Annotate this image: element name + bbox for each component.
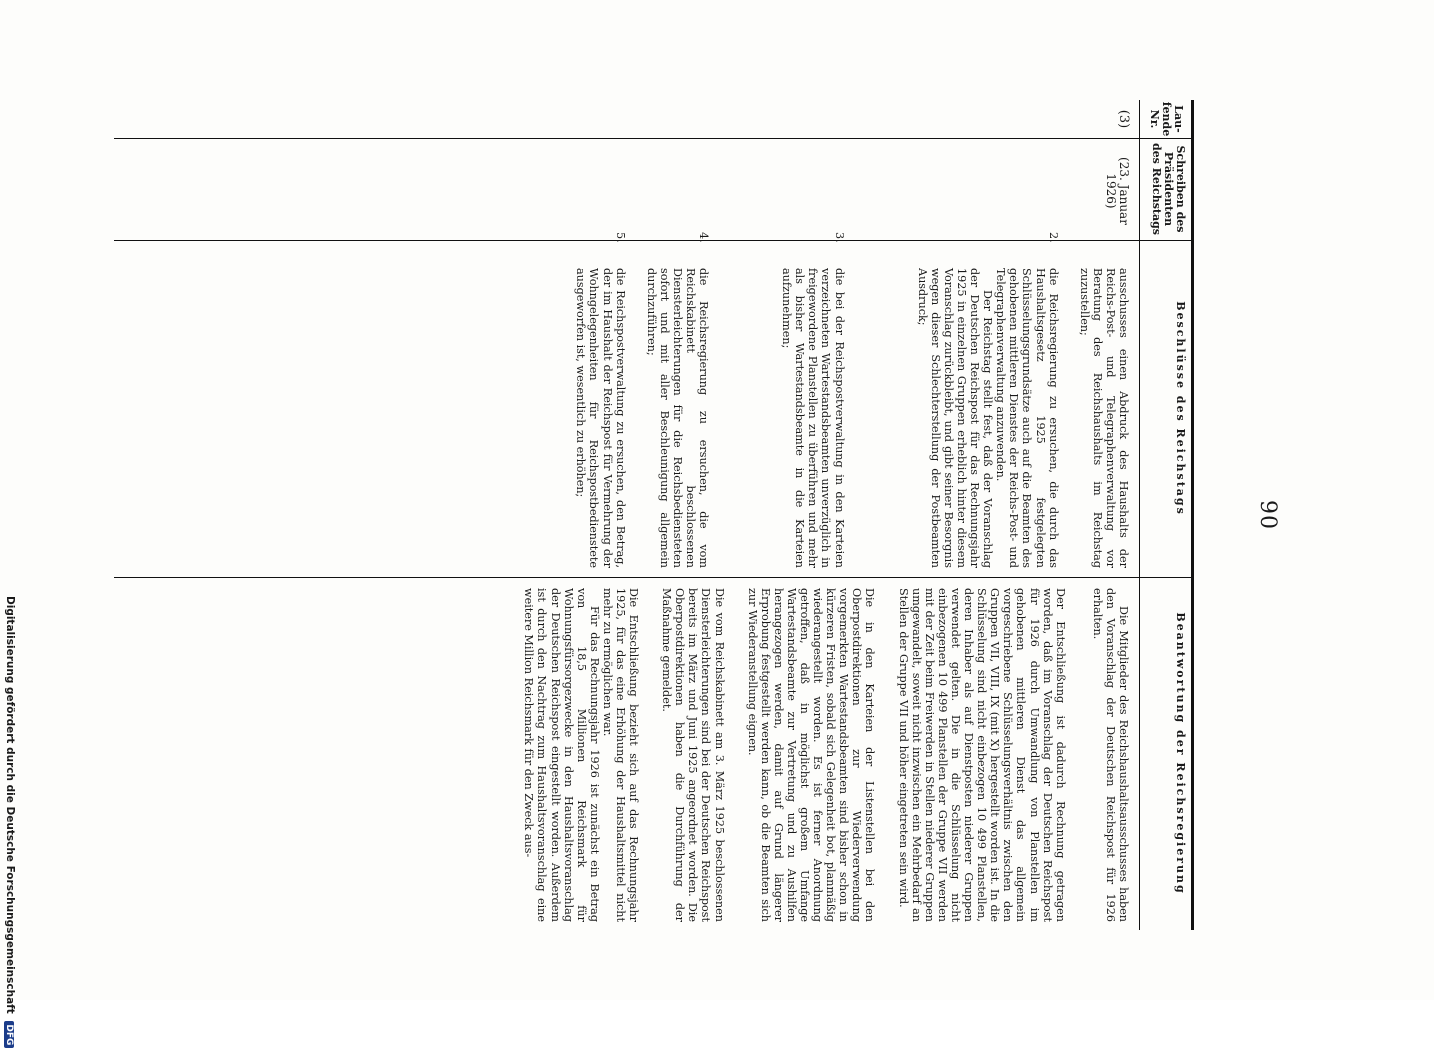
beschluss-intro: ausschusses einen Abdruck des Haushalts der Reichs-Post- und Telegraphenverwaltung vor Beratung des Reichshaushalts im Reichstag zuzustellen; bbox=[1077, 268, 1130, 568]
beantwortung-column bbox=[522, 588, 1130, 922]
header-lfd-nr: Lau-fende Nr. bbox=[1148, 101, 1185, 137]
header-schreiben: Schreiben des Präsidenten des Reichstags bbox=[1150, 142, 1187, 235]
rotated-sheet bbox=[105, 100, 1290, 930]
beschluesse-column bbox=[574, 232, 1130, 568]
antwort-paragraph-1: Die Mitglieder des Reichshaushaltsausschusses haben den Voranschlag der Deutschen Reichspost für 1926 erhalten. bbox=[1090, 588, 1130, 922]
beschluss-item-2: 2.die Reichsregierung zu ersuchen, die durch das Haushaltsgesetz 1925 festgelegten Schlüsselungsgrundsätze auch auf die Beamten des gehobenen mittleren Dienstes der Reichs-Post- und Telegraphenverwaltung anzuwenden. bbox=[994, 232, 1060, 568]
dfg-logo: DFG bbox=[4, 1021, 14, 1048]
page-number: 90 bbox=[1255, 500, 1280, 530]
beschluss-item-4: 4.die Reichsregierung zu ersuchen, die vom Reichskabinett beschlossenen Diensterleichterungen für die Reichsbediensteten sofort und mit aller Beschleunigung allgemein durchzuführen; bbox=[644, 232, 711, 568]
footer-text: Digitalisierung gefördert durch die Deutsche Forschungsgemeinschaft bbox=[4, 596, 16, 1014]
header-rule bbox=[1139, 100, 1140, 930]
antwort-paragraph-6: Für das Rechnungsjahr 1926 ist zunächst ein Betrag von 18,5 Millionen Reichsmark für Wohnungsfürsorgezwecke in den Haushaltsvoranschlag der Deutschen Reichspost eingestellt worden. Außerdem ist durch den Nachtrag zum Haushaltsvoranschlag eine weitere Million Reichsmark für den Zweck aus- bbox=[522, 588, 601, 922]
column-divider-2 bbox=[114, 240, 1194, 241]
entry-number: (3) bbox=[1116, 109, 1131, 129]
column-divider-3 bbox=[114, 577, 1194, 578]
digitization-footer bbox=[0, 596, 16, 1046]
header-beschluesse: Beschlüsse des Reichstags bbox=[1174, 301, 1187, 516]
column-divider-1 bbox=[114, 138, 1194, 139]
entry-date: (23. Januar 1926) bbox=[1103, 157, 1131, 225]
antwort-paragraph-4: Die vom Reichskabinett am 3. März 1925 beschlossenen Diensterleichterungen sind bei der Deutschen Reichspost bereits im März und Juni 1925 angeordnet worden. Die Oberpostdirektionen haben die Durchführung der Maßnahme gemeldet. bbox=[660, 588, 726, 922]
beschluss-item-3: 3.die bei der Reichspostverwaltung in den Karteien verzeichneten Wartestandsbeamten unverzüglich in freigewordene Planstellen zu überführen und mehr als bisher Wartestandsbeamte in die Karteien aufzunehmen; bbox=[780, 232, 846, 568]
antwort-paragraph-3: Die in den Karteien der Listenstellen bei den Oberpostdirektionen zur Wiederverwendung vorgemerkten Wartestandsbeamten sind bisher schon in kürzeren Fristen, sobald sich Gelegenheit bot, planmäßig wiederangestellt worden. Es ist ferner Anordnung getroffen, daß in möglichst großem Umfange Wartestandsbeamte zur Vertretung und zu Aushilfen herangezogen werden, damit auf Grund längerer Erprobung festgestellt werden kann, ob die Beamten sich zur Wiederanstellung eignen. bbox=[745, 588, 877, 922]
top-rule bbox=[1191, 100, 1194, 930]
antwort-paragraph-5: Die Entschließung bezieht sich auf das Rechnungsjahr 1925, für das eine Erhöhung der Haushaltsmittel nicht mehr zu ermöglichen war. bbox=[600, 588, 641, 922]
beschluss-item-2-extra: Der Reichstag stellt fest, daß der Voranschlag der Deutschen Reichspost für das Rechnungsjahr 1925 in einzelnen Gruppen erheblich hinter diesem Voranschlag zurückbleibt, und gibt seiner Besorgnis wegen dieser Schlechterstellung der Postbeamten Ausdruck; bbox=[915, 268, 995, 568]
antwort-paragraph-2: Der Entschließung ist dadurch Rechnung getragen worden, daß im Voranschlag der Deutschen Reichspost für 1926 durch Umwandlung von Planstellen im gehobenen mittleren Dienst das allgemein vorgeschriebene Schlüsselungsverhältnis zwischen den Gruppen VII, VIII, IX (mit X) hergestellt worden ist. In die Schlüsselung sind nicht einbezogen 10 499 Planstellen, deren Inhaber als auf Dienstposten niederer Gruppen verwendet gelten. Die in die Schlüsselung nicht einbezogenen 10 499 Planstellen der Gruppe VII werden mit der Zeit beim Freiwerden in Stellen niederer Gruppen umgewandelt, soweit nicht inzwischen ein Mehrbedarf an Stellen der Gruppe VII und höher eingetreten sein wird. bbox=[896, 588, 1067, 922]
beschluss-item-5: 5.die Reichspostverwaltung zu ersuchen, den Betrag, der im Haushalt der Reichspost für Vermehrung der Wohngelegenheiten für Reichspostbedienstete ausgeworfen ist, wesentlich zu erhöhen; bbox=[574, 232, 627, 568]
header-beantwortung: Beantwortung der Reichsregierung bbox=[1174, 612, 1187, 895]
